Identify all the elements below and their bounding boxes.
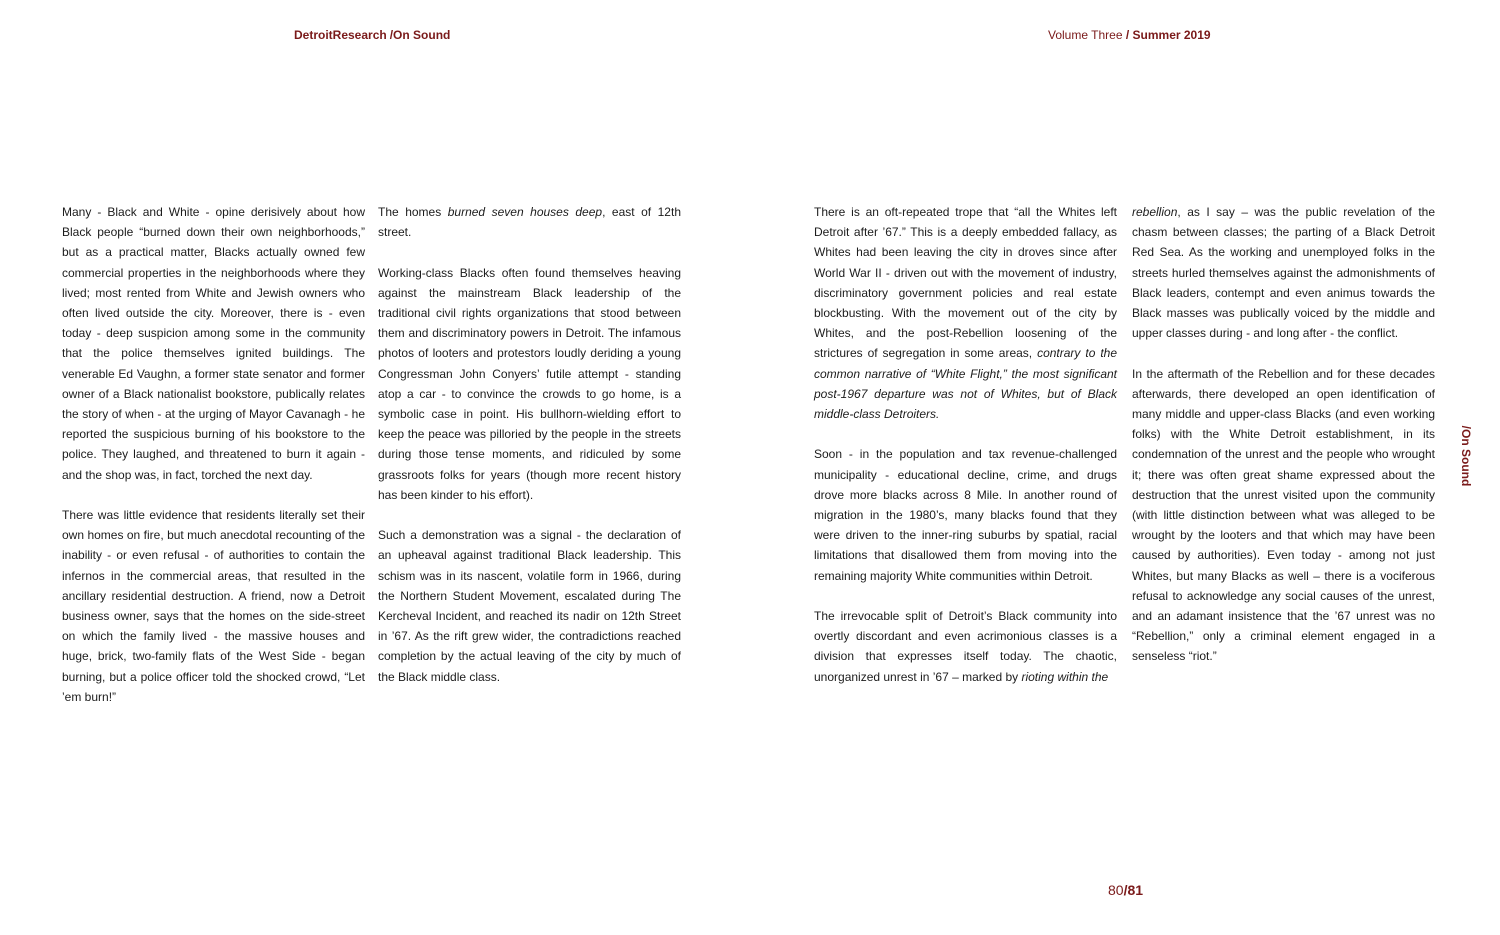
section-name: /On Sound [389,28,451,42]
italic-text: burned seven houses deep [447,205,603,219]
body-text: There is an oft-repeated trope that “all the Whites left Detroit after ’67.” This is a deeply embedded fallacy, as Whites had been leaving the city in droves since after World War II - driven out with the movement of industry, discriminatory government policies and real estate blockbusting. With the movement out of the city by Whites, and the post-Rebellion loosening of the strictures of segregation in some areas, [814,205,1117,361]
text-column-4 [1132,202,1435,667]
text-column-2 [378,202,681,687]
left-page-number: 80 [1108,882,1124,898]
body-text: The irrevocable split of Detroit’s Black community into overtly discordant and even acrimonious classes is a division that expresses itself today. The chaotic, unorganized unrest in ’67 – marked by [814,609,1117,684]
vertical-section-label: /On Sound [1459,425,1473,487]
paragraph [814,606,1117,687]
paragraph [814,444,1117,585]
paragraph [378,263,681,505]
header-right [1048,28,1211,42]
italic-text: rebellion [1132,205,1178,219]
right-page-number: /81 [1123,882,1144,898]
italic-text: contrary to the common narrative of “White Flight,” the most significant post-1967 departure was not of Whites, but of Black middle-class Detroiters. [814,346,1117,422]
paragraph [62,202,365,485]
body-text: Such a demonstration was a signal - the declaration of an upheaval against traditional Black leadership. This schism was in its nascent, volatile form in 1966, during the Northern Student Movement, escalated during The Kercheval Incident, and reached its nadir on 12th Street in ’67. As the rift grew wider, the contradictions reached completion by the actual leaving of the city by much of the Black middle class. [378,528,681,684]
volume-label: Volume Three [1048,28,1123,42]
publication-name: DetroitResearch [294,28,387,42]
body-text: The homes [378,205,448,219]
body-text: Working-class Blacks often found themselves heaving against the mainstream Black leadership of the traditional civil rights organizations that stood between them and discriminatory powers in Detroit. The infamous photos of looters and protestors loudly deriding a young Congressman John Conyers’ futile attempt - standing atop a car - to convince the crowds to go home, is a symbolic case in point. His bullhorn-wielding effort to keep the peace was pilloried by the people in the streets during those tense moments, and ridiculed by some grassroots folks for years (though more recent history has been kinder to his effort). [378,265,681,502]
paragraph [62,505,365,707]
paragraph [1132,202,1435,343]
body-text: Many - Black and White - opine derisively about how Black people “burned down their own neighborhoods,” but as a practical matter, Blacks actually owned few commercial properties in the neighborhoods where they lived; most rented from White and Jewish owners who often lived outside the city. Moreover, there is - even today - deep suspicion among some in the community that the police themselves ignited buildings. The venerable Ed Vaughn, a former state senator and former owner of a Black nationalist bookstore, publically relates the story of when - at the urging of Mayor Cavanagh - he reported the suspicious burning of his bookstore to the police. They laughed, and threatened to burn it again - and the shop was, in fact, torched the next day. [62,205,365,482]
body-text: In the aftermath of the Rebellion and for these decades afterwards, there developed an open identification of many middle and upper-class Blacks (and even working folks) with the White Detroit establishment, in its condemnation of the unrest and the people who wrought it; there was often great shame expressed about the destruction that the unrest visited upon the community (with little distinction between what was alleged to be wrought by the looters and that which may have been caused by authorities). Even today - among not just Whites, but many Blacks as well – there is a vociferous refusal to acknowledge any social causes of the unrest, and an adamant insistence that the ’67 unrest was no “Rebellion,” only a criminal element engaged in a senseless “riot.” [1132,366,1435,664]
page-numbers [1108,882,1143,898]
body-text: , as I say – was the public revelation of the chasm between classes; the parting of a Black Detroit Red Sea. As the working and unemployed folks in the streets hurled themselves against the admonishments of Black leaders, contempt and even animus towards the Black masses was publically voiced by the middle and upper classes during - and long after - the conflict. [1132,205,1435,341]
italic-text: rioting within the [1021,669,1109,684]
issue-season: Summer 2019 [1132,28,1211,42]
header-separator: / [1122,28,1133,42]
paragraph [378,202,681,242]
paragraph [1132,364,1435,667]
header-left [294,28,450,42]
paragraph [814,202,1117,424]
text-column-3 [814,202,1117,687]
body-text: There was little evidence that residents literally set their own homes on fire, but much anecdotal recounting of the inability - or even refusal - of authorities to contain the infernos in the commercial areas, that resulted in the ancillary residential destruction. A friend, now a Detroit business owner, says that the homes on the side-street on which the family lived - the massive houses and huge, brick, two-family flats of the West Side - began burning, but a police officer told the shocked crowd, “Let ’em burn!” [62,508,365,704]
text-column-1 [62,202,365,707]
paragraph [378,525,681,687]
body-text: Soon - in the population and tax revenue-challenged municipality - educational decline, crime, and drugs drove more blacks across 8 Mile. In another round of migration in the 1980’s, many blacks found that they were driven to the inner-ring suburbs by spatial, racial limitations that disallowed them from moving into the remaining majority White communities within Detroit. [814,447,1117,583]
body-text: , east of 12th street. [378,205,681,240]
